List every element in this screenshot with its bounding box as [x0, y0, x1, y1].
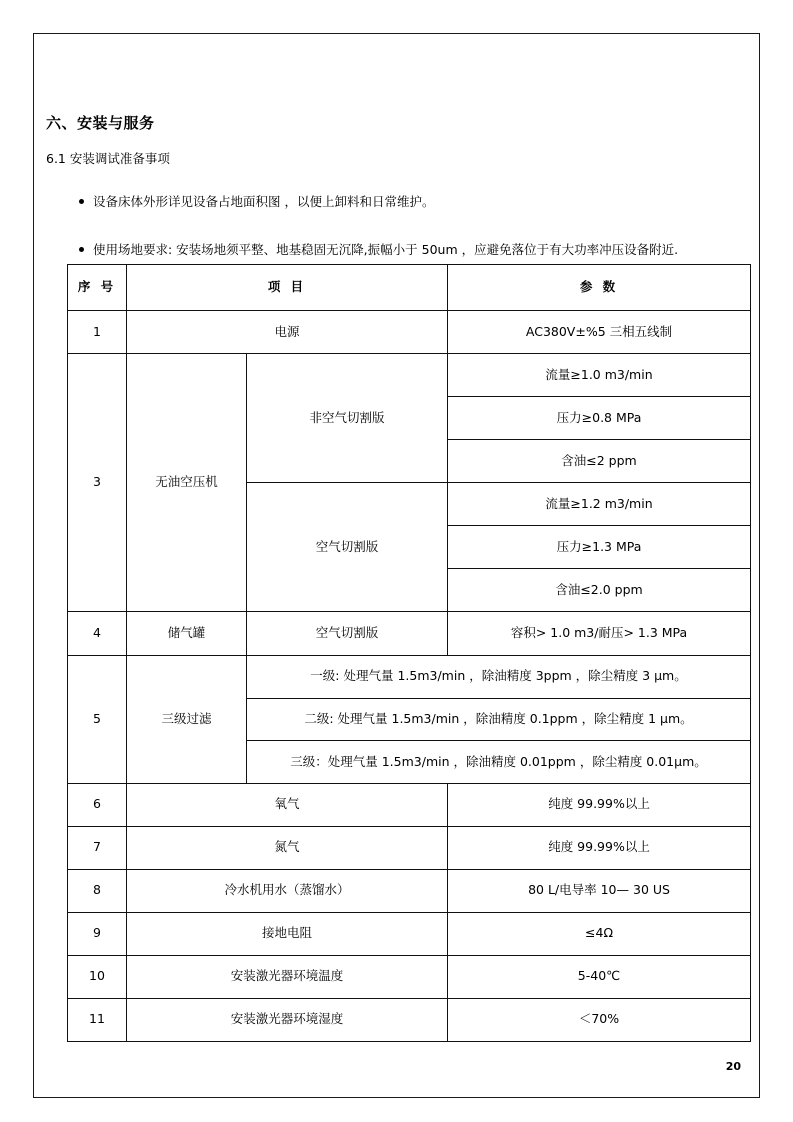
table-row	[68, 998, 751, 1041]
cell-parameter: 5-40℃	[448, 955, 751, 998]
cell-item: 储气罐	[127, 612, 247, 656]
cell-parameter: 压力≥0.8 MPa	[448, 397, 751, 440]
cell-index: 8	[68, 869, 127, 912]
table-row	[68, 869, 751, 912]
cell-item: 接地电阻	[127, 912, 448, 955]
bullet-dot-icon	[79, 247, 84, 252]
table-row	[68, 354, 751, 397]
document-page	[33, 33, 760, 1098]
cell-parameter: 纯度 99.99%以上	[448, 826, 751, 869]
cell-parameter: 容积> 1.0 m3/耐压> 1.3 MPa	[448, 612, 751, 656]
bullet-dot-icon	[79, 199, 84, 204]
cell-parameter: 含油≤2.0 ppm	[448, 569, 751, 612]
cell-item: 氮气	[127, 826, 448, 869]
cell-index: 5	[68, 656, 127, 784]
cell-item: 无油空压机	[127, 354, 247, 612]
cell-item: 氧气	[127, 783, 448, 826]
cell-parameter: 三级：处理气量 1.5m3/min ，除油精度 0.01ppm ，除尘精度 0.01μm。	[247, 741, 751, 784]
table-row	[68, 912, 751, 955]
cell-subitem-non-air-cut: 非空气切割版	[247, 354, 448, 483]
table-row	[68, 783, 751, 826]
cell-index: 11	[68, 998, 127, 1041]
cell-parameter: 二级: 处理气量 1.5m3/min ，除油精度 0.1ppm ，除尘精度 1 μm。	[247, 698, 751, 741]
bullet-text-2: 使用场地要求: 安装场地须平整、地基稳固无沉降,振幅小于 50um ，应避免落位于有大功率冲压设备附近.	[93, 242, 679, 257]
cell-item: 冷水机用水（蒸馏水）	[127, 869, 448, 912]
cell-index: 10	[68, 955, 127, 998]
bullet-text-1: 设备床体外形详见设备占地面积图 ，以便上卸料和日常维护。	[93, 194, 435, 209]
cell-item: 安装激光器环境温度	[127, 955, 448, 998]
specification-table	[67, 264, 751, 1042]
cell-item: 安装激光器环境湿度	[127, 998, 448, 1041]
bullet-item-2	[79, 240, 678, 258]
table-row	[68, 955, 751, 998]
table-row	[68, 612, 751, 656]
cell-parameter: 流量≥1.2 m3/min	[448, 483, 751, 526]
cell-index: 9	[68, 912, 127, 955]
cell-index: 3	[68, 354, 127, 612]
cell-parameter: 压力≥1.3 MPa	[448, 526, 751, 569]
cell-parameter: ＜70%	[448, 998, 751, 1041]
cell-parameter: ≤4Ω	[448, 912, 751, 955]
cell-parameter: 一级: 处理气量 1.5m3/min ，除油精度 3ppm ，除尘精度 3 μm。	[247, 656, 751, 699]
table-row	[68, 656, 751, 699]
section-heading: 六、安装与服务	[46, 114, 155, 132]
cell-parameter: AC380V±%5 三相五线制	[448, 311, 751, 354]
cell-subitem-air-cut: 空气切割版	[247, 483, 448, 612]
header-index: 序 号	[68, 265, 127, 311]
cell-index: 4	[68, 612, 127, 656]
header-item: 项 目	[127, 265, 448, 311]
bullet-item-1	[79, 192, 434, 210]
cell-parameter: 含油≤2 ppm	[448, 440, 751, 483]
sub-section-heading: 6.1 安装调试准备事项	[46, 151, 170, 166]
table-header-row	[68, 265, 751, 311]
cell-subitem: 空气切割版	[247, 612, 448, 656]
cell-parameter: 流量≥1.0 m3/min	[448, 354, 751, 397]
table-row	[68, 311, 751, 354]
cell-item: 三级过滤	[127, 656, 247, 784]
cell-index: 1	[68, 311, 127, 354]
cell-index: 7	[68, 826, 127, 869]
header-parameter: 参 数	[448, 265, 751, 311]
table-row	[68, 826, 751, 869]
cell-parameter: 纯度 99.99%以上	[448, 783, 751, 826]
cell-parameter: 80 L/电导率 10— 30 US	[448, 869, 751, 912]
cell-item: 电源	[127, 311, 448, 354]
cell-index: 6	[68, 783, 127, 826]
page-number: 20	[725, 1060, 741, 1073]
